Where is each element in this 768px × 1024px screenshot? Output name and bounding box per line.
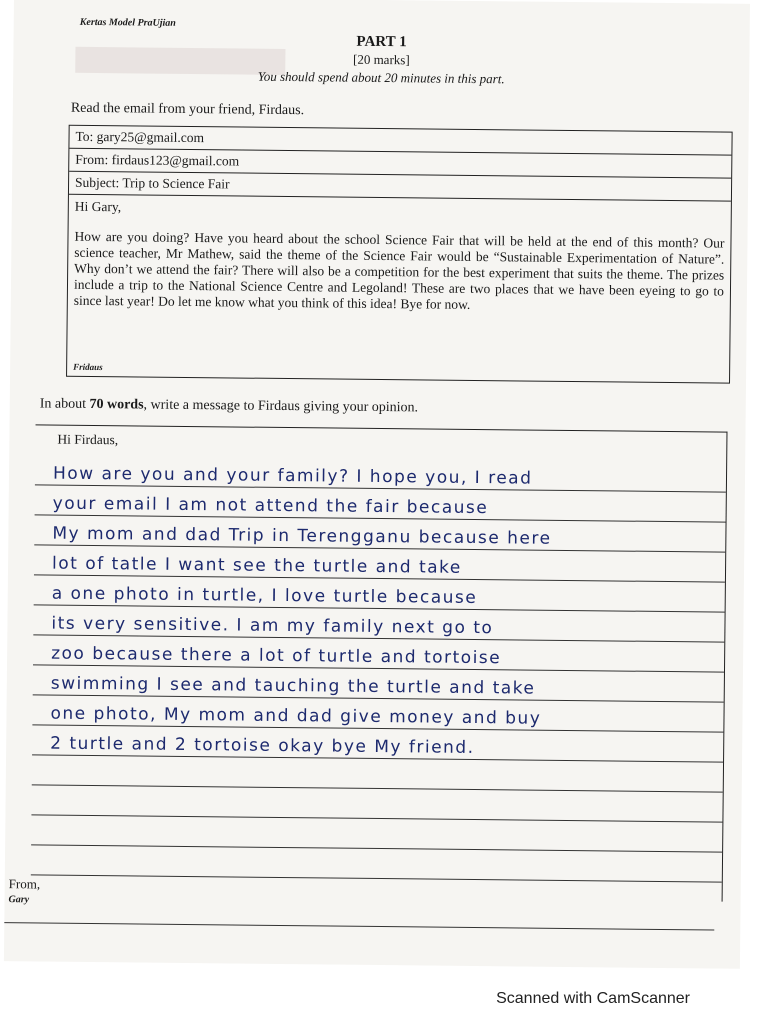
handwritten-line: one photo, My mom and dad give money and buy [50,703,542,729]
handwritten-line: your email I am not attend the fair because [52,493,489,519]
email-to: To: gary25@gmail.com [69,126,731,156]
answer-box [31,424,728,901]
scanner-watermark: Scanned with CamScanner [496,990,690,1007]
blank-line [31,845,722,882]
answer-lines [31,455,726,882]
closing-from: From, [8,876,41,892]
handwritten-line: 2 turtle and 2 tortoise okay bye My friend. [50,733,475,759]
email-greeting: Hi Gary, [74,198,122,215]
instruction-suffix: , write a message to Firdaus giving your opinion. [143,397,419,416]
time-note: You should spend about 20 minutes in this part. [257,68,505,87]
worksheet-page [4,0,750,969]
email-body [68,195,731,320]
marks-label: [20 marks] [352,51,410,68]
word-count: 70 words [89,396,144,413]
handwritten-line: swimming I see and tauching the turtle and take [50,673,536,699]
task-instruction [40,396,419,416]
handwritten-line: a one photo in turtle, I love turtle because [51,583,478,609]
closing-name: Gary [8,894,30,906]
email-signature: Fridaus [73,361,103,373]
instruction-prefix: In about [39,396,90,412]
answer-greeting: Hi Firdaus, [57,431,119,448]
email-subject: Subject: Trip to Science Fair [69,172,731,202]
email-box [66,125,733,384]
handwritten-line: lot of tatle I want see the turtle and take [51,553,462,578]
email-paragraph: How are you doing? Have you heard about the school Science Fair that will be held at the end of this month? Our science teacher, Mr Mathew, said the theme of the Science Fair would be “Sustainable Experimentation of Nature”. Why don’t we attend the fair? There will also be a competition for the best experiment that suits the theme. The prizes include a trip to the National Science Centre and Legoland! These are two places that we have been eyeing to go to since last year! Do let me know what you think of this idea! Bye for now. [73,228,725,312]
booklet-title: Kertas Model PraUjian [79,16,176,29]
handwritten-line: My mom and dad Trip in Terengganu because here [52,523,552,549]
email-intro: Read the email from your friend, Firdaus. [70,100,305,119]
handwritten-line: How are you and your family? I hope you, I read [52,463,533,489]
handwritten-line: zoo because there a lot of turtle and tortoise [51,643,502,669]
email-from: From: firdaus123@gmail.com [69,149,731,179]
bottom-rule [4,922,714,930]
handwritten-line: its very sensitive. I am my family next go to [51,613,494,639]
part-title: PART 1 [356,33,407,51]
